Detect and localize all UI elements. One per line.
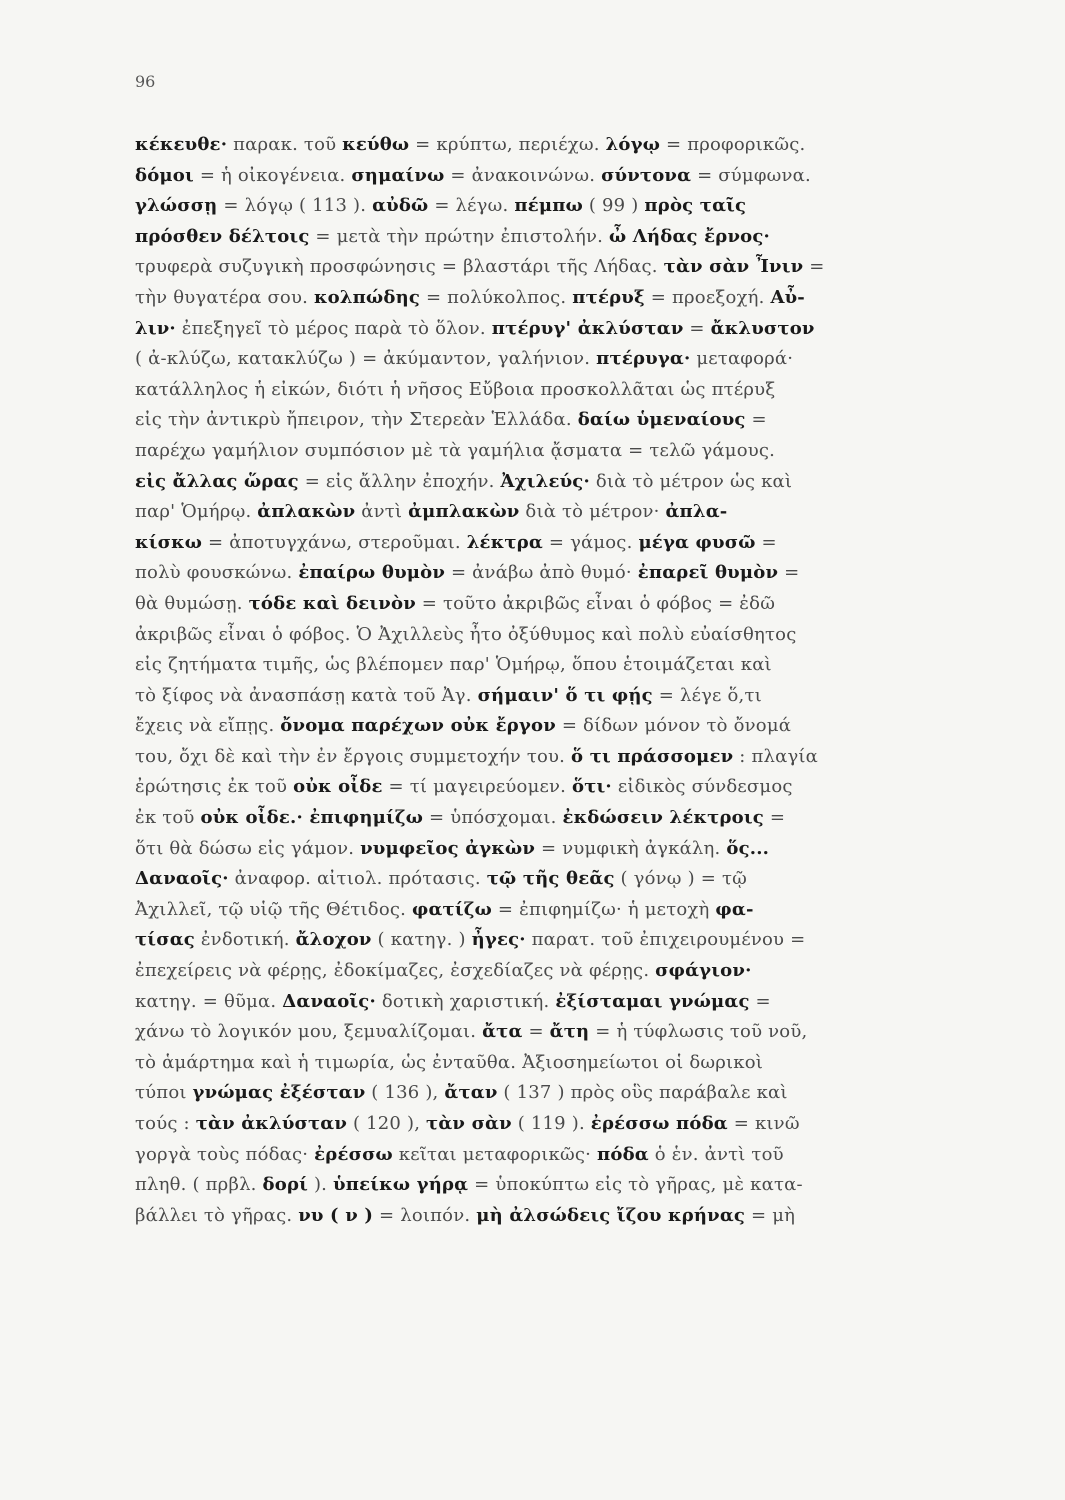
bold-term: δορί [262, 1174, 309, 1196]
text-line [135, 620, 993, 651]
gloss-text: = λέγω. [428, 195, 515, 217]
text-line [135, 558, 993, 589]
text-line [135, 222, 993, 253]
bold-term: ἄταν [444, 1082, 498, 1104]
bold-term: γνώμας ἐξέσταν [192, 1082, 366, 1104]
text-line [135, 467, 993, 498]
gloss-text: : πλαγία [733, 745, 819, 767]
bold-term: κέκευθε· [135, 134, 228, 155]
bold-term: ὑπείκω γήρᾳ [333, 1174, 469, 1196]
text-line [135, 344, 993, 375]
text-line [135, 405, 993, 436]
bold-term: κολπώδης [313, 286, 421, 308]
bold-term: Δαναοῖς· [135, 868, 229, 890]
bold-term: σημαίνω [351, 164, 445, 186]
text-line [135, 283, 993, 314]
text-line [135, 436, 993, 467]
bold-term: ἐκδώσειν λέκτροις [562, 807, 764, 829]
text-line [135, 864, 993, 895]
bold-term: ἐπαίρω θυμὸν [298, 562, 446, 584]
bold-term: πτέρυξ [572, 286, 645, 308]
gloss-text: = λέγε ὅ,τι [652, 684, 762, 706]
gloss-text: = ὑπόσχομαι. [423, 807, 563, 829]
gloss-text: = [803, 256, 825, 278]
gloss-text: ( ἀ-κλύζω, κατακλύζω ) = ἀκύμαντον, γαλήνιον. [135, 348, 597, 370]
gloss-text: = εἰς ἄλλην ἐποχήν. [298, 470, 501, 492]
bold-term: τὰν ἀκλύσταν [195, 1113, 348, 1134]
bold-term: Αὖ- [770, 286, 805, 308]
gloss-text: = ἐπιφημίζω· ἡ μετοχὴ [491, 898, 716, 920]
gloss-text: = ὑποκύπτω εἰς τὸ γῆρας, μὲ κατα- [468, 1174, 803, 1196]
gloss-text: βάλλει τὸ γῆρας. [135, 1204, 299, 1226]
text-line [135, 956, 993, 987]
gloss-text: ὅτι θὰ δώσω εἰς γάμον. [135, 837, 361, 859]
gloss-text: = προεξοχή. [644, 286, 771, 308]
gloss-text: πολὺ φουσκώνω. [135, 562, 299, 584]
bold-term: τόδε καὶ δεινὸν [248, 592, 416, 614]
bold-term: οὐκ οἶδε.· ἐπιφημίζω [200, 807, 424, 829]
text-line [135, 650, 993, 681]
bold-term: σφάγιον· [655, 960, 752, 982]
bold-term: φα- [715, 898, 754, 920]
bold-term: τὰν σὰν Ἶνιν [663, 256, 804, 278]
bold-term: Ἀχιλεύς· [500, 470, 590, 492]
text-line [135, 681, 993, 712]
bold-term: δαίω ὑμεναίους [577, 409, 746, 431]
gloss-text: θὰ θυμώσῃ. [135, 592, 249, 614]
gloss-text: = κινῶ [727, 1113, 800, 1134]
gloss-text: = [522, 1021, 550, 1043]
text-line [135, 1109, 993, 1140]
bold-term: ὅτι· [572, 776, 612, 798]
bold-term: ὦ Λήδας ἔρνος· [608, 225, 770, 247]
bold-term: ἀμπλακὼν [408, 501, 520, 523]
bold-term: εἰς ἄλλας ὥρας [135, 470, 299, 492]
gloss-text: ἐρώτησις ἐκ τοῦ [135, 776, 294, 798]
bold-term: τὰν σὰν [426, 1113, 512, 1134]
text-line [135, 1017, 993, 1048]
gloss-text: ( κατηγ. ) [371, 929, 472, 951]
gloss-text: = [749, 990, 771, 1012]
gloss-text: = [745, 409, 767, 431]
gloss-text: = λοιπόν. [373, 1204, 477, 1226]
gloss-text: ἀκριβῶς εἶναι ὁ φόβος. Ὁ Ἀχιλλεὺς ἦτο ὀξύθυμος καὶ πολὺ εὐαίσθητος [135, 623, 797, 645]
gloss-text: εἰς ζητήματα τιμῆς, ὡς βλέπομεν παρ' Ὁμήρῳ, ὅπου ἑτοιμάζεται καὶ [135, 654, 772, 676]
gloss-text: = [778, 562, 800, 584]
gloss-text: χάνω τὸ λογικόν μου, ξεμυαλίζομαι. [135, 1021, 483, 1043]
text-line [135, 589, 993, 620]
bold-term: Δαναοῖς· [282, 990, 376, 1012]
bold-term: τίσας [135, 929, 195, 951]
bold-term: κίσκω [135, 531, 203, 553]
bold-term: ἐπαρεῖ θυμὸν [637, 562, 779, 584]
gloss-text: = [763, 807, 786, 829]
gloss-text: παρατ. τοῦ ἐπιχειρουμένου = [525, 929, 806, 951]
text-line [135, 528, 993, 559]
bold-term: πτέρυγ' ἀκλύσταν [491, 317, 684, 339]
bold-term: πρόσθεν δέλτοις [135, 225, 310, 247]
gloss-text: διὰ τὸ μέτρον ὡς καὶ [589, 470, 793, 492]
gloss-text: παρακ. τοῦ [227, 134, 343, 155]
bold-term: τῷ τῆς θεᾶς [486, 868, 615, 890]
gloss-text: εἰς τὴν ἀντικρὺ ἤπειρον, τὴν Στερεὰν Ἑλλάδα. [135, 409, 578, 431]
gloss-text: ἐπεξηγεῖ τὸ μέρος παρὰ τὸ ὅλον. [175, 317, 492, 339]
gloss-text: τὸ ἁμάρτημα καὶ ἡ τιμωρία, ὡς ἐνταῦθα. Ἀξιοσημείωτοι οἱ δωρικοὶ [135, 1051, 764, 1073]
gloss-text: = ἀποτυγχάνω, στεροῦμαι. [202, 531, 467, 553]
bold-term: ἄκλυστον [710, 317, 815, 339]
text-line [135, 375, 993, 406]
gloss-text: μεταφορά· [690, 348, 794, 370]
bold-term: οὐκ οἶδε [293, 776, 383, 798]
gloss-text: παρ' Ὁμήρῳ. [135, 501, 258, 523]
gloss-text: = ἡ τύφλωσις τοῦ νοῦ, [589, 1021, 808, 1043]
bold-term: νυ ( ν ) [298, 1204, 374, 1226]
gloss-text: = μετὰ τὴν πρώτην ἐπιστολήν. [309, 225, 609, 247]
text-line [135, 895, 993, 926]
gloss-text: = νυμφικὴ ἀγκάλη. [535, 837, 727, 859]
bold-term: αὐδῶ [372, 195, 429, 217]
gloss-text: τρυφερὰ συζυγικὴ προσφώνησις = βλαστάρι τῆς Λήδας. [135, 256, 664, 278]
bold-term: κεύθω [342, 134, 410, 155]
text-line [135, 987, 993, 1018]
gloss-text: = ἀνάβω ἀπὸ θυμό· [445, 562, 638, 584]
gloss-text: = λόγῳ ( 113 ). [217, 195, 373, 217]
text-line [135, 803, 993, 834]
text-line [135, 161, 993, 192]
body-text [135, 130, 993, 1231]
gloss-text: τύποι [135, 1082, 193, 1104]
text-line [135, 711, 993, 742]
gloss-text: ( 119 ). [511, 1113, 591, 1134]
gloss-text: ( 120 ), [347, 1113, 427, 1134]
gloss-text: ). [308, 1174, 334, 1196]
bold-term: γλώσσῃ [135, 195, 218, 217]
text-line [135, 1048, 993, 1079]
text-line [135, 497, 993, 528]
text-line [135, 834, 993, 865]
gloss-text: τούς : [135, 1113, 196, 1134]
gloss-text: ἐνδοτική. [194, 929, 296, 951]
gloss-text: ἐκ τοῦ [135, 807, 201, 829]
bold-term: ὄνομα παρέχων οὐκ ἔργον [280, 715, 556, 737]
bold-term: ἐξίσταμαι γνώμας [555, 990, 750, 1012]
gloss-text: = τί μαγειρεύομεν. [382, 776, 572, 798]
bold-term: μέγα φυσῶ [638, 531, 756, 553]
gloss-text: δοτικὴ χαριστική. [375, 990, 556, 1012]
bold-term: λόγῳ [605, 134, 661, 155]
gloss-text: = [683, 317, 711, 339]
gloss-text: ( 137 ) πρὸς οὓς παράβαλε καὶ [497, 1082, 788, 1104]
gloss-text: = πολύκολπος. [420, 286, 573, 308]
gloss-text: κατηγ. = θῦμα. [135, 990, 283, 1012]
gloss-text: ( 136 ), [365, 1082, 445, 1104]
gloss-text: τὸ ξίφος νὰ ἀνασπάσῃ κατὰ τοῦ Ἀγ. [135, 684, 478, 706]
gloss-text: = τοῦτο ἀκριβῶς εἶναι ὁ φόβος = ἐδῶ [415, 592, 776, 614]
gloss-text: = [755, 531, 777, 553]
gloss-text: κεῖται μεταφορικῶς· [392, 1143, 598, 1165]
text-line [135, 925, 993, 956]
bold-term: σύντονα [601, 164, 692, 186]
bold-term: μὴ ἀλσώδεις ἴζου κρήνας [476, 1204, 746, 1226]
bold-term: ἐρέσσω [314, 1143, 393, 1165]
gloss-text: ἀντὶ [355, 501, 409, 523]
bold-term: ἐρέσσω πόδα [590, 1113, 728, 1134]
gloss-text: του, ὄχι δὲ καὶ τὴν ἐν ἔργοις συμμετοχήν του. [135, 745, 572, 767]
gloss-text: = σύμφωνα. [691, 164, 811, 186]
text-line [135, 1170, 993, 1201]
text-line [135, 314, 993, 345]
bold-term: ἄλοχον [295, 929, 372, 951]
bold-term: λέκτρα [466, 531, 543, 553]
bold-term: ἀπλακὼν [257, 501, 356, 523]
gloss-text: ὁ ἑν. ἀντὶ τοῦ [648, 1143, 784, 1165]
gloss-text: ( 99 ) [582, 195, 645, 217]
bold-term: ὅς... [726, 837, 770, 859]
bold-term: ἦγες· [471, 929, 526, 951]
text-line [135, 742, 993, 773]
gloss-text: εἰδικὸς σύνδεσμος [611, 776, 793, 798]
page-number: 96 [135, 72, 156, 91]
bold-term: πέμπω [514, 195, 583, 217]
gloss-text: = δίδων μόνον τὸ ὄνομά [555, 715, 792, 737]
gloss-text: ἐπεχείρεις νὰ φέρῃς, ἐδοκίμαζες, ἐσχεδίαζες νὰ φέρῃς. [135, 960, 656, 982]
text-line [135, 252, 993, 283]
gloss-text: γοργὰ τοὺς πόδας· [135, 1143, 315, 1165]
gloss-text: = μὴ [745, 1204, 796, 1226]
bold-term: σήμαιν' ὅ τι φῄς [477, 684, 653, 706]
text-line [135, 191, 993, 222]
bold-term: ὅ τι πράσσομεν [571, 745, 734, 767]
bold-term: ἄτη [549, 1021, 590, 1043]
text-line [135, 1140, 993, 1171]
bold-term: πόδα [597, 1143, 649, 1165]
gloss-text: ἀναφορ. αἰτιολ. πρότασις. [228, 868, 487, 890]
gloss-text: ( γόνῳ ) = τῷ [614, 868, 747, 890]
bold-term: πτέρυγα· [596, 348, 691, 370]
bold-term: ἀπλα- [665, 501, 728, 523]
bold-term: ἄτα [482, 1021, 523, 1043]
gloss-text: = γάμος. [542, 531, 639, 553]
text-line [135, 772, 993, 803]
gloss-text: πληθ. ( πρβλ. [135, 1174, 263, 1196]
gloss-text: = ἀνακοινώνω. [444, 164, 602, 186]
text-line [135, 130, 993, 161]
bold-term: λιν· [135, 317, 176, 339]
gloss-text: ἔχεις νὰ εἴπῃς. [135, 715, 281, 737]
gloss-text: Ἀχιλλεῖ, τῷ υἱῷ τῆς Θέτιδος. [135, 898, 413, 920]
gloss-text: διὰ τὸ μέτρον· [519, 501, 666, 523]
gloss-text: = ἡ οἰκογένεια. [193, 164, 352, 186]
gloss-text: παρέχω γαμήλιον συμπόσιον μὲ τὰ γαμήλια ᾄσματα = τελῶ γάμους. [135, 439, 776, 461]
bold-term: πρὸς ταῖς [644, 195, 747, 217]
bold-term: νυμφεῖος ἀγκὼν [360, 837, 536, 859]
gloss-text: τὴν θυγατέρα σου. [135, 286, 314, 308]
gloss-text: = κρύπτω, περιέχω. [409, 134, 606, 155]
gloss-text: = προφορικῶς. [660, 134, 806, 155]
text-line [135, 1078, 993, 1109]
bold-term: δόμοι [135, 164, 194, 186]
gloss-text: κατάλληλος ἡ εἰκών, διότι ἡ νῆσος Εὔβοια προσκολλᾶται ὡς πτέρυξ [135, 378, 776, 400]
text-line [135, 1201, 993, 1232]
bold-term: φατίζω [412, 898, 492, 920]
